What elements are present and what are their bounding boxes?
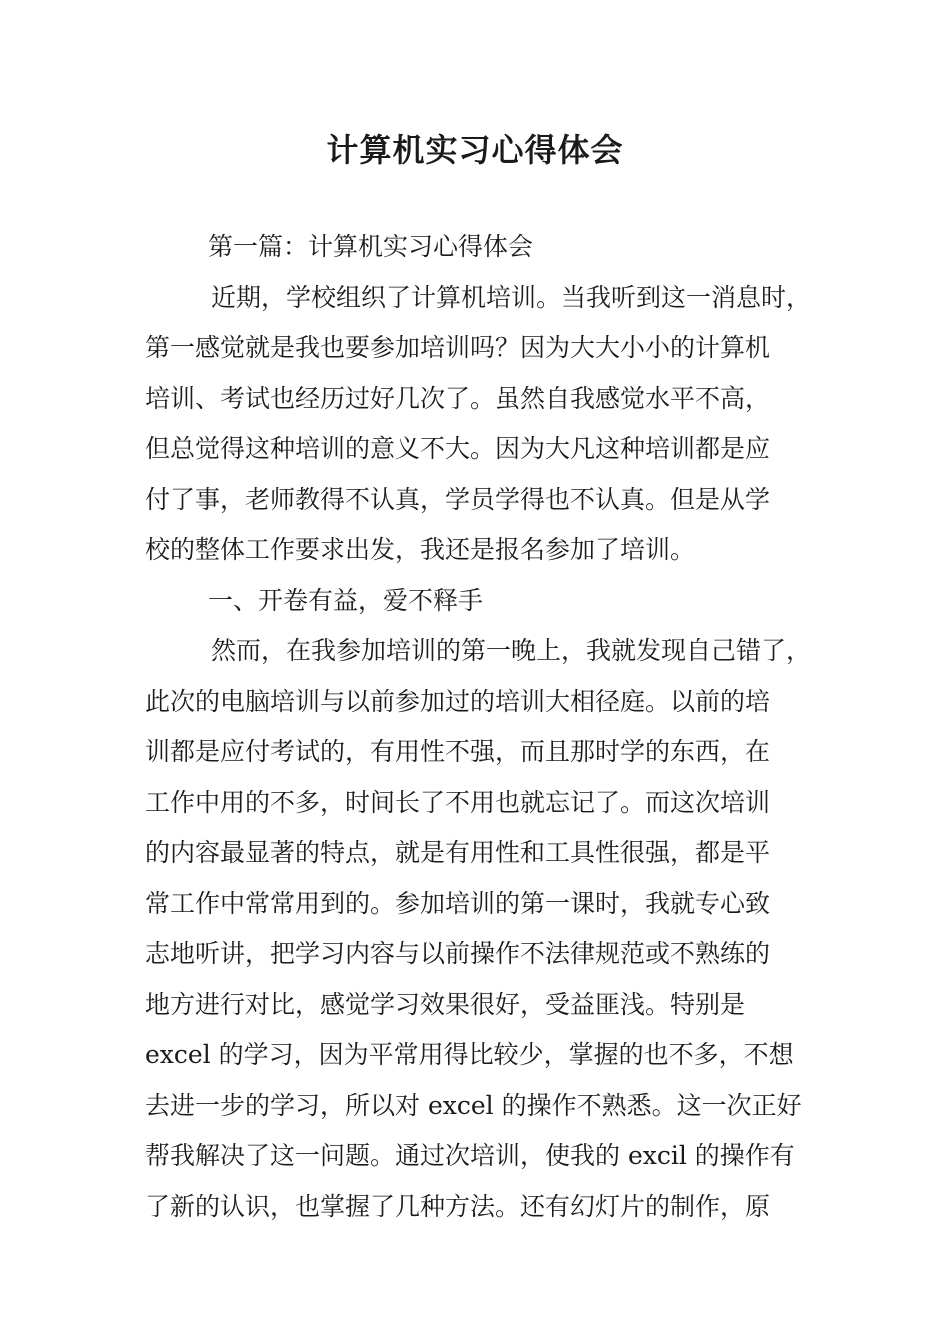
paragraph-line: 付了事，老师教得不认真，学员学得也不认真。但是从学 — [145, 484, 771, 514]
paragraph-line: 训都是应付考试的，有用性不强，而且那时学的东西，在 — [145, 737, 771, 766]
paragraph-line: 第一感觉就是我也要参加培训吗？因为大大小小的计算机 — [145, 333, 771, 362]
subsection-heading: 一、开卷有益，爱不释手 — [208, 585, 484, 615]
section-heading-1: 第一篇：计算机实习心得体会 — [208, 232, 534, 261]
paragraph-line: 了新的认识，也掌握了几种方法。还有幻灯片的制作，原 — [145, 1191, 771, 1221]
paragraph-line: 地方进行对比，感觉学习效果很好，受益匪浅。特别是 — [145, 989, 746, 1019]
paragraph-line: 工作中用的不多，时间长了不用也就忘记了。而这次培训 — [145, 787, 771, 817]
document-title: 计算机实习心得体会 — [326, 131, 624, 169]
paragraph-line: 校的整体工作要求出发，我还是报名参加了培训。 — [145, 535, 696, 564]
document-body — [145, 222, 810, 1232]
paragraph-line: 近期，学校组织了计算机培训。当我听到这一消息时， — [211, 282, 812, 312]
paragraph-line: 帮我解决了这一问题。通过次培训，使我的 excil 的操作有 — [145, 1141, 795, 1170]
paragraph-line: excel 的学习，因为平常用得比较少，掌握的也不多，不想 — [145, 1040, 794, 1069]
paragraph-line: 但总觉得这种培训的意义不大。因为大凡这种培训都是应 — [145, 434, 771, 463]
paragraph-line: 此次的电脑培训与以前参加过的培训大相径庭。以前的培 — [145, 686, 771, 716]
paragraph-line: 培训、考试也经历过好几次了。虽然自我感觉水平不高， — [145, 383, 771, 413]
paragraph-line: 然而，在我参加培训的第一晚上，我就发现自己错了， — [211, 636, 812, 665]
paragraph-line: 志地听讲，把学习内容与以前操作不法律规范或不熟练的 — [145, 939, 771, 968]
paragraph-line: 的内容最显著的特点，就是有用性和工具性很强，都是平 — [145, 838, 771, 867]
paragraph-line: 常工作中常常用到的。参加培训的第一课时，我就专心致 — [145, 888, 771, 918]
paragraph-line: 去进一步的学习，所以对 excel 的操作不熟悉。这一次正好 — [145, 1090, 802, 1120]
